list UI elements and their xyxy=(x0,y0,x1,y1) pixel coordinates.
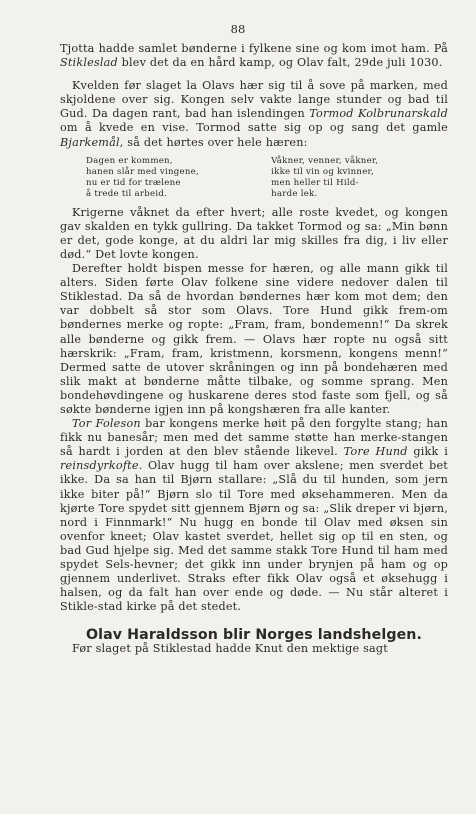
paragraph-1: Tjotta hadde samlet bønderne i fylkene sine og kom imot ham. På Stikleslad blev det da en hård kamp, og Olav falt, 29de juli 1030. xyxy=(60,42,448,70)
paragraph-4: Derefter holdt bispen messe for hæren, og alle mann gikk til alters. Siden førte Olav folkene sine videre nedover dalen til Stiklestad. Da så de hvordan bøndernes hær kom mot dem; den var dobbelt så stor som Olavs. Tore Hund gikk frem-om bøndernes merke og ropte: „Fram, fram, bondemenn!“ Da skrek alle bønderne og gikk frem. — Olavs hær ropte nu også sitt hærskrik: „Fram, fram, kristmenn, korsmenn, kongens menn!“ Dermed satte de utover skråningen og inn på bondehæren med slik makt at bønderne måtte tilbake, og somme sprang. Men bondehøvdingene og huskarene deres stod faste som fjell, og så søkte bønderne igjen inn på kongshæren fra alle kanter. xyxy=(60,262,448,416)
page-number: 88 xyxy=(230,22,246,36)
paragraph-6: Før slaget på Stiklestad hadde Knut den mektige sagt xyxy=(72,642,388,656)
page-body xyxy=(60,42,448,657)
name-tor-foleson: Tor Foleson xyxy=(72,417,141,431)
name-tormod: Tormod Kolbrunarskald xyxy=(309,107,448,121)
word-reinsdyrkofte: reinsdyrkofte xyxy=(60,459,139,473)
poem-title: Bjarkemål xyxy=(60,135,120,149)
name-tore-hund: Tore Hund xyxy=(343,445,408,459)
verse-block xyxy=(86,156,442,200)
paragraph-3: Krigerne våknet da efter hvert; alle roste kvedet, og kongen gav skalden en tykk gullring. Da takket Tormod og sa: „Min bønn er det, gode konge, at du aldri lar mig skilles fra dig, i liv eller død.“ Det lovte kongen. xyxy=(60,205,448,261)
paragraph-2: Kvelden før slaget la Olavs hær sig til å sove på marken, med skjoldene over sig. Kongen selv vakte lange stunder og bad til Gud. Da dagen rant, bad han islendingen Tormod Kolbrunarskald om å kvede en vise. Tormod satte sig op og sang det gamle Bjarkemål, så det hørtes over hele hæren: xyxy=(60,79,448,149)
paragraph-5: Tor Foleson bar kongens merke høit på den forgylte stang; han fikk nu banesår; men med det samme støtte han merke-stangen så hardt i jorden at den blev stående likevel. Tore Hund gikk i reinsdyrkofte. Olav hugg til ham over akslene; men sverdet bet ikke. Da sa han til Bjørn stallare: „Slå du til hunden, som jern ikke biter på!“ Bjørn slo til Tore med øksehammeren. Men da kjørte Tore spydet sitt gjennem Bjørn og sa: „Slik dreper vi bjørn, nord i Finnmark!“ Nu hugg en bonde til Olav med øksen sin ovenfor kneet; Olav kastet sverdet, hellet sig op til en sten, og bad Gud hjelpe sig. Med det samme stakk Tore Hund til ham med spydet Sels-hevner; det gikk inn under brynjen på ham og op gjennem underlivet. Straks efter fikk Olav også et øksehugg i halsen, og da falt han over ende og døde. — Nu står alteret i Stikle-stad kirke på det stedet. xyxy=(60,417,449,614)
verse-right: Våkner, venner, våkner, ikke til vin og kvinner, men heller til Hild- harde lek. xyxy=(271,155,379,199)
place-name-stiklestad: Stikleslad xyxy=(60,56,118,70)
verse-left: Dagen er kommen, hanen slår med vingene, nu er tid for trælene å trede til arbeid. xyxy=(86,155,199,199)
section-heading: Olav Haraldsson blir Norges landshelgen. xyxy=(86,627,422,644)
